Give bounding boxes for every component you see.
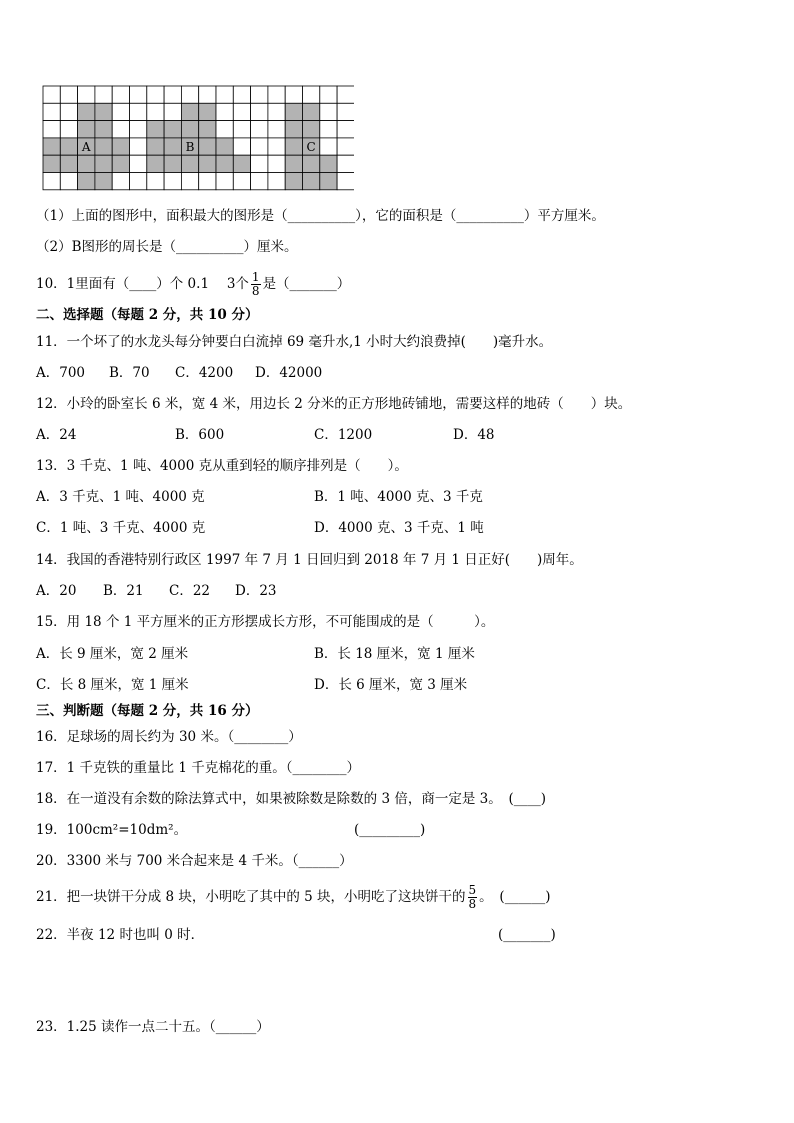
grid-cell-shaded [233, 155, 250, 172]
grid-cell-shaded [164, 138, 181, 155]
grid-cell [268, 86, 285, 103]
q12-option-b: B．600 [175, 427, 225, 443]
question-12: 12．小玲的卧室长 6 米，宽 4 米，用边长 2 分米的正方形地砖铺地，需要这样的地砖（ ）块。 [36, 396, 632, 412]
grid-cell-shaded [285, 155, 302, 172]
grid-cell-shaded [78, 173, 95, 190]
grid-cell-shaded [181, 121, 198, 138]
grid-cell [303, 86, 320, 103]
q15-option-b: B．长 18 厘米，宽 1 厘米 [314, 646, 475, 662]
grid-cell [337, 138, 354, 155]
grid-cell-shaded [78, 121, 95, 138]
q12-option-c: C．1200 [314, 427, 373, 443]
grid-cell [337, 103, 354, 120]
grid-cell-shaded [285, 138, 302, 155]
grid-cell-shaded [320, 155, 337, 172]
grid-cell-shaded [320, 173, 337, 190]
grid-cell [233, 173, 250, 190]
grid-cell [164, 103, 181, 120]
grid-cell [251, 103, 268, 120]
grid-cell [233, 103, 250, 120]
grid-cell-shaded [112, 155, 129, 172]
grid-cell-shaded [199, 138, 216, 155]
grid-cell-shaded [303, 155, 320, 172]
grid-cell [251, 173, 268, 190]
q11-option-b: B．70 [109, 365, 150, 381]
grid-cell-shaded [112, 138, 129, 155]
q13-option-b: B．1 吨、4000 克、3 千克 [314, 489, 483, 505]
q11-option-c: C．4200 [175, 365, 234, 381]
grid-cell [95, 86, 112, 103]
question-11: 11．一个坏了的水龙头每分钟要白白流掉 69 毫升水,1 小时大约浪费掉( )毫升水。 [36, 334, 553, 350]
grid-cell [216, 173, 233, 190]
grid-cell [251, 121, 268, 138]
grid-cell [181, 173, 198, 190]
grid-cell [164, 86, 181, 103]
question-18: 18．在一道没有余数的除法算式中，如果被除数是除数的 3 倍，商一定是 3。 (____) [36, 791, 547, 807]
grid-label-b: B [185, 140, 195, 155]
grid-cell-shaded [147, 155, 164, 172]
question-13: 13．3 千克、1 吨、4000 克从重到轻的顺序排列是（ ）。 [36, 458, 408, 474]
q13-option-c: C．1 吨、3 千克、4000 克 [36, 520, 206, 536]
grid-cell [78, 86, 95, 103]
grid-cell [130, 86, 147, 103]
q12-option-a: A．24 [36, 427, 77, 443]
grid-cell [43, 173, 60, 190]
grid-cell [233, 121, 250, 138]
fraction-denominator: 8 [468, 897, 477, 911]
q15-option-a: A．长 9 厘米，宽 2 厘米 [36, 646, 189, 662]
question-21 [36, 881, 550, 913]
grid-cell-shaded [60, 155, 77, 172]
grid-cell [251, 155, 268, 172]
grid-cell [112, 103, 129, 120]
grid-cell-shaded [95, 138, 112, 155]
grid-cell [285, 86, 302, 103]
grid-cell-shaded [285, 103, 302, 120]
question-22: 22．半夜 12 时也叫 0 时． [36, 927, 205, 943]
q14-option-b: B．21 [103, 583, 144, 599]
grid-cell-shaded [95, 173, 112, 190]
grid-cell [130, 138, 147, 155]
question-19: 19．100cm²=10dm²。 [36, 822, 188, 838]
grid-cell [233, 86, 250, 103]
grid-cell [43, 86, 60, 103]
fraction-five-eighths [468, 884, 478, 911]
grid-cell-shaded [303, 103, 320, 120]
grid-cell [112, 121, 129, 138]
q13-option-d: D．4000 克、3 千克、1 吨 [314, 520, 484, 536]
grid-cell-shaded [95, 103, 112, 120]
grid-cell-shaded [216, 155, 233, 172]
grid-cell [43, 121, 60, 138]
grid-cell [216, 103, 233, 120]
grid-cell [268, 138, 285, 155]
fraction-numerator: 1 [251, 270, 260, 284]
grid-cell [164, 173, 181, 190]
q15-option-c: C．长 8 厘米，宽 1 厘米 [36, 677, 189, 693]
grid-cell-shaded [164, 155, 181, 172]
grid-cell [60, 121, 77, 138]
grid-cell-shaded [147, 121, 164, 138]
grid-cell [130, 173, 147, 190]
grid-cell-shaded [60, 138, 77, 155]
grid-cell-shaded [95, 121, 112, 138]
grid-cell-shaded [216, 138, 233, 155]
grid-cell-shaded [43, 155, 60, 172]
question-14: 14．我国的香港特别行政区 1997 年 7 月 1 日回归到 2018 年 7 月 1 日正好( )周年。 [36, 552, 583, 568]
q14-option-d: D．23 [235, 583, 277, 599]
question-19-blank: (_________) [354, 822, 426, 838]
grid-cell [337, 86, 354, 103]
grid-cell [268, 155, 285, 172]
section-2-heading: 二、选择题（每题 2 分，共 10 分） [36, 307, 259, 323]
grid-cell [251, 138, 268, 155]
grid-cell [320, 86, 337, 103]
q15-option-d: D．长 6 厘米，宽 3 厘米 [314, 677, 468, 693]
grid-cell-shaded [199, 121, 216, 138]
grid-cell-shaded [95, 155, 112, 172]
grid-cell [233, 138, 250, 155]
grid-cell [337, 155, 354, 172]
grid-cell [268, 103, 285, 120]
grid-cell-shaded [285, 121, 302, 138]
question-9-part-1: （1）上面的图形中，面积最大的图形是（__________），它的面积是（__________）平方厘米。 [36, 208, 605, 224]
question-16: 16．足球场的周长约为 30 米。（________） [36, 729, 302, 745]
grid-cell [320, 103, 337, 120]
fraction-numerator: 5 [468, 883, 477, 897]
grid-cell [320, 138, 337, 155]
grid-cell-shaded [78, 103, 95, 120]
question-15: 15．用 18 个 1 平方厘米的正方形摆成长方形，不可能围成的是（ ）。 [36, 614, 495, 630]
grid-label-c: C [306, 140, 316, 155]
grid-cell-shaded [285, 173, 302, 190]
grid-cell [251, 86, 268, 103]
grid-cell [199, 86, 216, 103]
grid-cell [60, 173, 77, 190]
grid-cell-shaded [303, 121, 320, 138]
grid-cell-shaded [78, 155, 95, 172]
question-23: 23．1.25 读作一点二十五。（______） [36, 1019, 270, 1035]
question-22-blank: (_______) [498, 927, 556, 943]
q13-option-a: A．3 千克、1 吨、4000 克 [36, 489, 205, 505]
grid-cell [60, 103, 77, 120]
q11-option-d: D．42000 [255, 365, 323, 381]
grid-cell [199, 173, 216, 190]
grid-cell [216, 86, 233, 103]
q14-option-c: C．22 [169, 583, 211, 599]
grid-figure [42, 85, 354, 191]
grid-cell-shaded [164, 121, 181, 138]
question-21-blank: 。 (______) [479, 889, 551, 905]
grid-cell [147, 103, 164, 120]
grid-cell [60, 86, 77, 103]
question-21-text: 21．把一块饼干分成 8 块，小明吃了其中的 5 块，小明吃了这块饼干的 [36, 889, 466, 905]
grid-cell [337, 121, 354, 138]
grid-cell [112, 173, 129, 190]
grid-cell-shaded [303, 173, 320, 190]
fraction-one-eighth [251, 271, 261, 298]
grid-cell [130, 103, 147, 120]
grid-cell-shaded [181, 103, 198, 120]
grid-cell-shaded [147, 138, 164, 155]
grid-cell [147, 86, 164, 103]
grid-cell [320, 121, 337, 138]
grid-cell-shaded [43, 138, 60, 155]
q12-option-d: D．48 [453, 427, 495, 443]
grid-cell-shaded [199, 103, 216, 120]
grid-cell [130, 155, 147, 172]
question-10 [36, 268, 350, 300]
question-10-blank: 是（_______） [262, 276, 351, 292]
grid-cell [130, 121, 147, 138]
question-9-part-2: （2）B图形的周长是（__________）厘米。 [36, 239, 298, 255]
section-3-heading: 三、判断题（每题 2 分，共 16 分） [36, 703, 259, 719]
grid-cell [268, 121, 285, 138]
grid-cell [112, 86, 129, 103]
q14-option-a: A．20 [36, 583, 77, 599]
grid-cell [181, 86, 198, 103]
fraction-denominator: 8 [251, 284, 260, 298]
grid-cell [268, 173, 285, 190]
question-10-text: 10．1里面有（____）个 0.1 3个 [36, 276, 249, 292]
grid-label-a: A [81, 140, 91, 155]
grid-cell [43, 103, 60, 120]
question-20: 20．3300 米与 700 米合起来是 4 千米。（______） [36, 853, 353, 869]
q11-option-a: A．700 [36, 365, 86, 381]
grid-cell [147, 173, 164, 190]
grid-cell [337, 173, 354, 190]
grid-cell [216, 121, 233, 138]
grid-cell-shaded [199, 155, 216, 172]
grid-cell-shaded [181, 155, 198, 172]
question-17: 17．1 千克铁的重量比 1 千克棉花的重。（________） [36, 760, 360, 776]
